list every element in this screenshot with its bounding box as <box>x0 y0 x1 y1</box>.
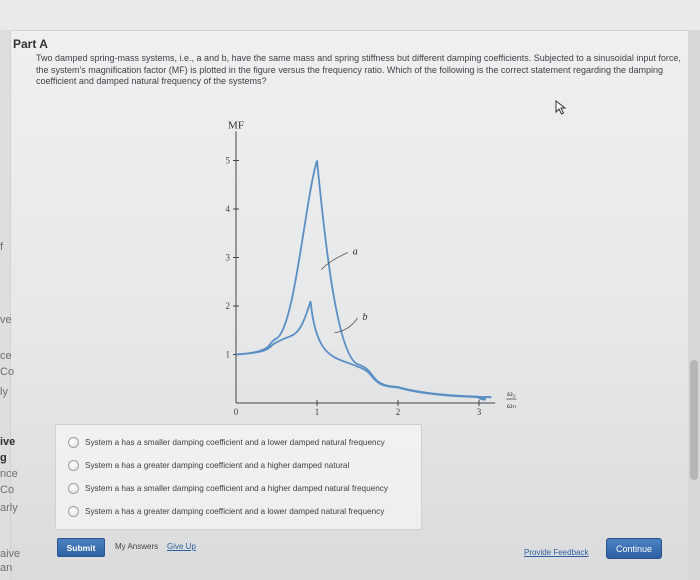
top-bar <box>0 0 700 31</box>
y-tick-label: 4 <box>225 204 230 214</box>
my-answers-label: My Answers <box>115 542 159 551</box>
x-axis-label-numerator: ω₀ <box>507 389 516 398</box>
magnification-factor-chart <box>200 100 530 418</box>
y-tick-label: 5 <box>225 155 230 166</box>
radio-button[interactable] <box>68 460 79 471</box>
left-fragment: ve <box>0 314 12 326</box>
mouse-cursor-icon <box>555 100 569 116</box>
scrollbar-track[interactable] <box>688 30 700 580</box>
series-line-a <box>236 161 491 400</box>
y-axis-label: MF <box>228 119 244 132</box>
left-fragment: ly <box>0 386 8 398</box>
left-fragment: an <box>0 562 13 574</box>
left-fragment: ive <box>0 436 16 448</box>
scrollbar-thumb[interactable] <box>690 360 698 480</box>
left-fragment: f <box>0 241 4 253</box>
left-fragment: ce <box>0 350 12 362</box>
series-a-label: a <box>352 246 358 258</box>
radio-button[interactable] <box>68 506 79 517</box>
x-tick-label: 3 <box>476 407 482 417</box>
left-panel-edge <box>0 30 11 580</box>
option-1[interactable] <box>68 437 385 448</box>
radio-button[interactable] <box>68 437 79 448</box>
option-4[interactable] <box>68 506 384 517</box>
x-tick-label: 2 <box>395 407 401 417</box>
left-fragment: aive <box>0 548 21 560</box>
part-title: Part A <box>13 37 48 51</box>
submit-button[interactable]: Submit <box>57 538 105 557</box>
x-tick-label: 0 <box>233 407 239 417</box>
radio-button[interactable] <box>68 483 79 494</box>
continue-button[interactable]: Continue <box>606 538 662 559</box>
series-b-label: b <box>362 312 368 324</box>
left-fragment: nce <box>0 468 18 480</box>
option-label: System a has a greater damping coefficient and a higher damped natural <box>85 461 350 470</box>
option-label: System a has a smaller damping coefficient and a higher damped natural frequency <box>85 484 388 493</box>
question-text: Two damped spring-mass systems, i.e., a and b, have the same mass and spring stiffness but different damping coefficients. Subjected to a sinusoidal input force, the system's magnification factor (MF) is plotted in the figure versus the frequency ratio. Which of the following is the correct statement regarding the damping coefficient and damped natural frequency of the systems? <box>36 53 681 86</box>
left-fragment: g <box>0 452 7 464</box>
y-tick-label: 3 <box>225 252 230 263</box>
x-tick-label: 1 <box>314 407 320 417</box>
option-2[interactable] <box>68 460 349 471</box>
answer-options <box>55 424 422 530</box>
option-3[interactable] <box>68 483 388 494</box>
left-fragment: Co <box>0 366 15 378</box>
y-tick-label: 1 <box>225 349 230 360</box>
x-axis-label-denominator: ωₙ <box>506 401 516 410</box>
give-up-link[interactable]: Give Up <box>167 542 196 551</box>
provide-feedback-link[interactable]: Provide Feedback <box>524 548 589 557</box>
series-a-leader-line <box>321 253 348 270</box>
option-label: System a has a greater damping coefficient and a lower damped natural frequency <box>85 507 385 516</box>
left-fragment: Co <box>0 484 15 496</box>
left-fragment: arly <box>0 502 18 514</box>
y-tick-label: 2 <box>225 301 230 311</box>
option-label: System a has a smaller damping coefficient and a lower damped natural frequency <box>85 438 385 447</box>
